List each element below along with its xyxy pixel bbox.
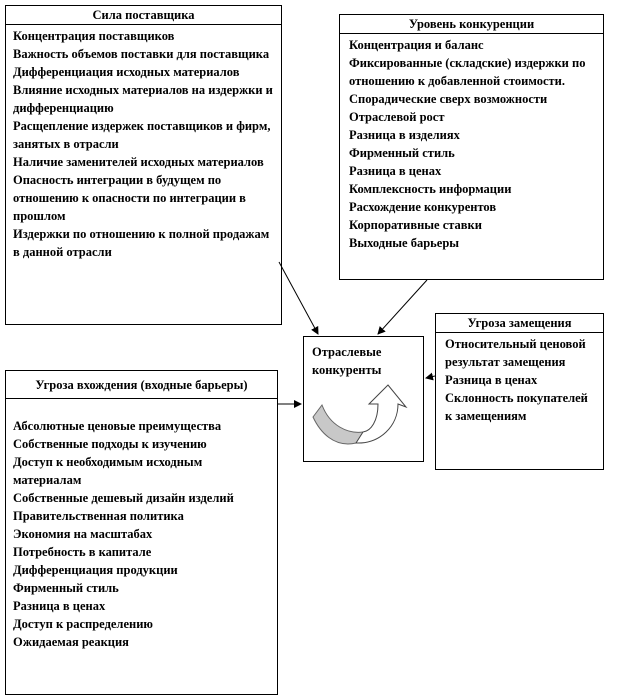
list-item: Относительный ценовой результат замещения	[445, 337, 586, 369]
list-item: Доступ к распределению	[13, 617, 153, 631]
list-item: Потребность в капитале	[13, 545, 152, 559]
list-item: Расщепление издержек поставщиков и фирм, занятых в отрасли	[13, 119, 271, 151]
list-item: Фирменный стиль	[13, 581, 119, 595]
list-item: Склонность покупателей к замещениям	[445, 391, 588, 423]
list-item: Корпоративные ставки	[349, 218, 482, 232]
list-item: Разница в изделиях	[349, 128, 460, 142]
substitution-threat-box	[435, 313, 604, 470]
substitution-arrow	[426, 376, 435, 378]
supplier-power-title: Сила поставщика	[6, 6, 281, 25]
list-item: Отраслевой рост	[349, 110, 445, 124]
list-item: Собственные подходы к изучению	[13, 437, 207, 451]
list-item: Издержки по отношению к полной продажам в данной отрасли	[13, 227, 270, 259]
list-item: Разница в ценах	[445, 373, 538, 387]
list-item: Выходные барьеры	[349, 236, 460, 250]
list-item: Разница в ценах	[13, 599, 106, 613]
competition-arrow	[378, 280, 427, 334]
list-item: Опасность интеграции в будущем по отношению к опасности по интеграции в прошлом	[13, 173, 246, 223]
list-item: Ожидаемая реакция	[13, 635, 129, 649]
list-item: Концентрация и баланс	[349, 38, 484, 52]
competition-level-box	[339, 14, 604, 280]
list-item: Спорадические сверх возможности	[349, 92, 548, 106]
list-item: Фирменный стиль	[349, 146, 455, 160]
list-item: Фиксированные (складские) издержки по отношению к добавленной стоимости.	[349, 56, 586, 88]
list-item: Наличие заменителей исходных материалов	[13, 155, 264, 169]
list-item: Разница в ценах	[349, 164, 442, 178]
list-item: Дифференциация продукции	[13, 563, 178, 577]
substitution-threat-title: Угроза замещения	[436, 314, 603, 333]
supplier-power-box	[5, 5, 282, 325]
competition-level-list	[340, 34, 603, 252]
list-item: Концентрация поставщиков	[13, 29, 175, 43]
list-item: Собственные дешевый дизайн изделий	[13, 491, 234, 505]
list-item: Экономия на масштабах	[13, 527, 153, 541]
competition-level-title: Уровень конкуренции	[340, 15, 603, 34]
substitution-threat-list	[436, 333, 603, 425]
list-item: Дифференциация исходных материалов	[13, 65, 240, 79]
entry-threat-list	[6, 399, 277, 651]
list-item: Важность объемов поставки для поставщика	[13, 47, 270, 61]
industry-rivals-box	[303, 336, 424, 462]
list-item: Влияние исходных материалов на издержки и дифференциацию	[13, 83, 273, 115]
list-item: Правительственная политика	[13, 509, 184, 523]
supplier-power-list	[6, 25, 281, 261]
entry-threat-box	[5, 370, 278, 695]
list-item: Доступ к необходимым исходным материалам	[13, 455, 203, 487]
entry-threat-title: Угроза вхождения (входные барьеры)	[6, 371, 277, 399]
list-item: Расхождение конкурентов	[349, 200, 497, 214]
list-item: Комплексность информации	[349, 182, 512, 196]
supplier-arrow	[279, 262, 318, 334]
industry-rivals-label: Отраслевые конкуренты	[312, 345, 382, 377]
list-item: Абсолютные ценовые преимущества	[13, 419, 222, 433]
